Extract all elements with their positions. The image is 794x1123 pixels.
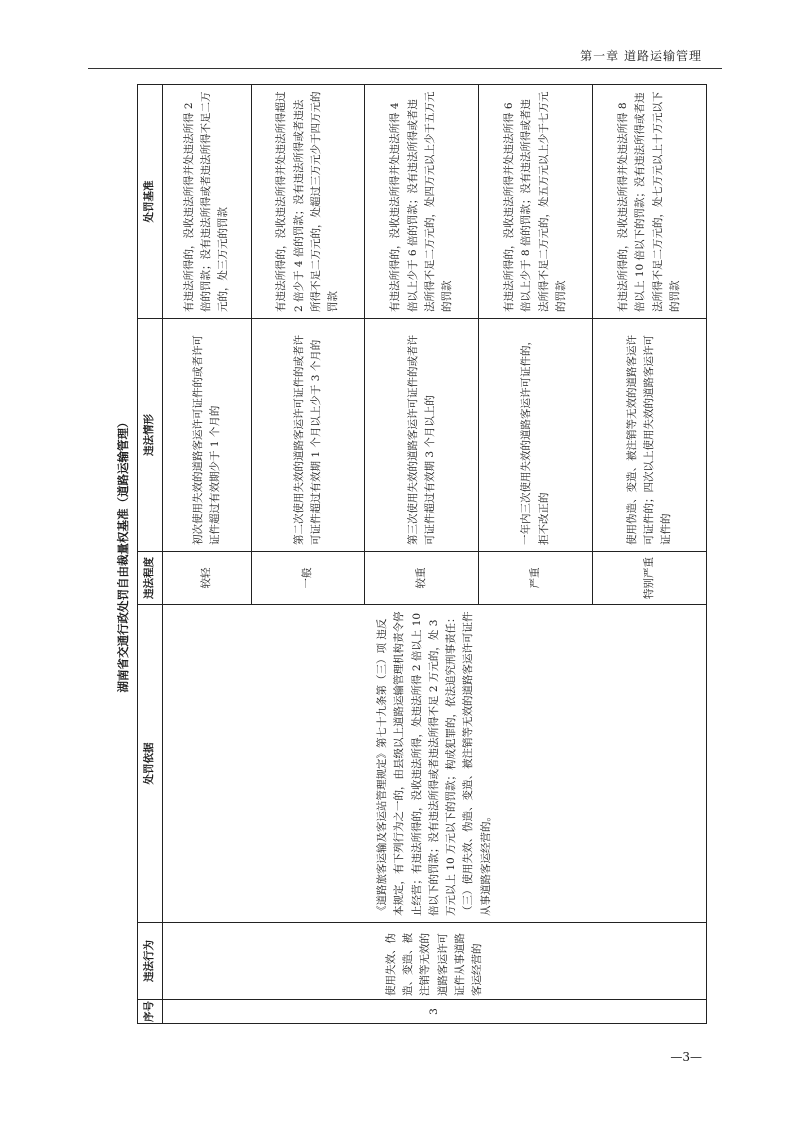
rotated-table-frame bbox=[109, 85, 707, 1024]
table-row bbox=[163, 85, 252, 1024]
column-header-number: 序号 bbox=[138, 1000, 163, 1024]
situation-cell: 一年内三次使用失效的道路客运许可证件的，拒不改正的 bbox=[479, 319, 593, 552]
situation-cell: 第三次使用失效的道路客运许可证件的或者许可证件超过有效期 3 个月以上的 bbox=[365, 319, 479, 552]
column-header-degree: 违法程度 bbox=[138, 552, 163, 605]
penalty-cell: 有违法所得的，没收违法所得并处违法所得 2 倍的罚款；没有违法所得或者违法所得不足二万元的，处三万元的罚款 bbox=[163, 85, 252, 319]
degree-cell: 特别严重 bbox=[593, 552, 707, 605]
legal-basis-clause: （三）使用失效、伪造、变造、被注销等无效的道路客运许可证件从事道路客运经营的。 bbox=[462, 611, 492, 916]
header-rule bbox=[88, 68, 722, 69]
degree-cell: 一般 bbox=[251, 552, 365, 605]
legal-basis bbox=[163, 605, 707, 923]
running-header: 第一章 道路运输管理 bbox=[580, 49, 702, 63]
situation-cell: 第二次使用失效的道路客运许可证件的或者许可证件超过有效期 1 个月以上少于 3 个月的 bbox=[251, 319, 365, 552]
column-header-violation: 违法行为 bbox=[138, 923, 163, 1000]
column-header-situation: 违法情形 bbox=[138, 319, 163, 552]
situation-cell: 使用伪造、变造、被注销等无效的道路客运许可证件的；四次以上使用失效的道路客运许可证件的 bbox=[593, 319, 707, 552]
violation-description: 使用失效、伪造、变造、被注销等无效的道路客运许可证件从事道路客运经营的 bbox=[163, 923, 707, 1000]
table-title: 湖南省交通行政处罚自由裁量权基准（道路运输管理） bbox=[116, 416, 130, 693]
penalty-cell: 有违法所得的，没收违法所得并处违法所得超过 2 倍少于 4 倍的罚款；没有违法所得或者违法所得不足二万元的，处超过三万元少于四万元的罚款 bbox=[251, 85, 365, 319]
penalty-cell: 有违法所得的，没收违法所得并处违法所得 8 倍以上 10 倍以下的罚款；没有违法所得或者违法所得不足二万元的，处七万元以上十万元以下的罚款 bbox=[593, 85, 707, 319]
degree-cell: 较轻 bbox=[163, 552, 252, 605]
penalty-cell: 有违法所得的，没收违法所得并处违法所得 6 倍以上少于 8 倍的罚款；没有违法所得或者违法所得不足二万元的，处五万元以上少于七万元的罚款 bbox=[479, 85, 593, 319]
item-number: 3 bbox=[163, 1000, 707, 1024]
penalty-cell: 有违法所得的，没收违法所得并处违法所得 4 倍以上少于 6 倍的罚款；没有违法所得或者违法所得不足二万元的，处四万元以上少于五万元的罚款 bbox=[365, 85, 479, 319]
degree-cell: 严重 bbox=[479, 552, 593, 605]
column-header-basis: 处罚依据 bbox=[138, 605, 163, 923]
table-header-row bbox=[138, 85, 163, 1024]
column-header-penalty: 处罚基准 bbox=[138, 85, 163, 319]
legal-basis-article: 《道路旅客运输及客运站管理规定》第七十九条第（三）项 违反本规定，有下列行为之一的，由县级以上道路运输管理机构责令停止经营；有违法所得的，没收违法所得，处违法所得 2 倍以上 10 倍以下的罚款；没有违法所得或者违法所得不足 2 万元的，处 3 万元以上 10 万元以下的罚款；构成犯罪的，依法追究刑事责任： bbox=[375, 611, 458, 916]
page-number: —3— bbox=[670, 1050, 702, 1064]
situation-cell: 初次使用失效的道路客运许可证件的或者许可证件超过有效期少于 1 个月的 bbox=[163, 319, 252, 552]
penalty-standard-table bbox=[137, 84, 707, 1024]
degree-cell: 较重 bbox=[365, 552, 479, 605]
